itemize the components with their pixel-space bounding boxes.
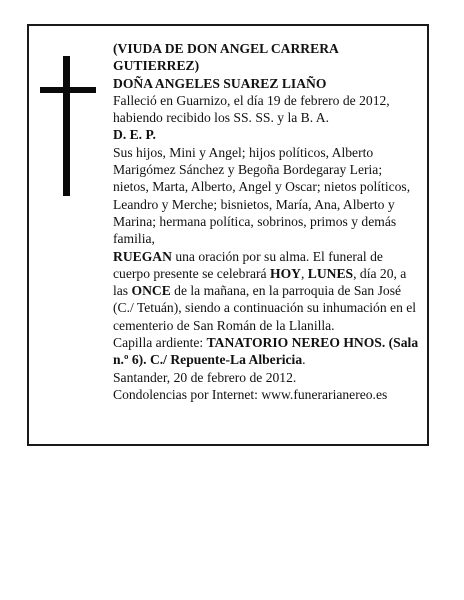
funeral-text-1: una oración por su alma. El funeral de cuerpo presente se celebrará xyxy=(113,248,383,281)
ruegan-word: RUEGAN xyxy=(113,248,172,264)
lunes-word: LUNES xyxy=(307,265,354,281)
widow-of-line-2: GUTIERREZ) xyxy=(113,58,200,74)
family-list: Sus hijos, Mini y Angel; hijos políticos, Alberto Marigómez Sánchez y Begoña Bordegaray Leria; nietos, Marta, Alberto, Angel y Oscar; nietos políticos, Leandro y Merche; bisnietos, María, Ana, Alberto y Marina; hermana política, sobrinos, primos y demás familia, xyxy=(113,144,411,247)
obituary-text xyxy=(113,40,419,403)
place-date: Santander, 20 de febrero de 2012. xyxy=(113,369,297,385)
death-notice: Falleció en Guarnizo, el día 19 de febrero de 2012, habiendo recibido los SS. SS. y la B. A. xyxy=(113,92,390,126)
cross-icon xyxy=(40,56,96,196)
comma-separator: , xyxy=(300,265,308,281)
deceased-name: DOÑA ANGELES SUAREZ LIAÑO xyxy=(113,75,327,91)
chapel-name: TANATORIO NEREO HNOS. (Sala n.º 6). C./ Repuente-La Albericia xyxy=(113,335,419,368)
chapel-label: Capilla ardiente: xyxy=(113,335,207,351)
once-word: ONCE xyxy=(131,283,171,299)
chapel-end: . xyxy=(302,352,306,368)
widow-of-line-1: (VIUDA DE DON ANGEL CARRERA xyxy=(113,41,339,56)
condolences-line: Condolencias por Internet: www.funerarianereo.es xyxy=(113,386,388,402)
funeral-text-3: de la mañana, en la parroquia de San José (C./ Tetuán), siendo a continuación su inhumación en el cementerio de San Román de la Llanilla. xyxy=(113,283,417,333)
funeral-text-2: , día 20, a las xyxy=(113,265,407,299)
funeral-paragraph xyxy=(113,248,419,334)
hoy-word: HOY xyxy=(270,265,301,281)
rip-abbreviation: D. E. P. xyxy=(113,127,156,143)
chapel-paragraph xyxy=(113,334,419,369)
